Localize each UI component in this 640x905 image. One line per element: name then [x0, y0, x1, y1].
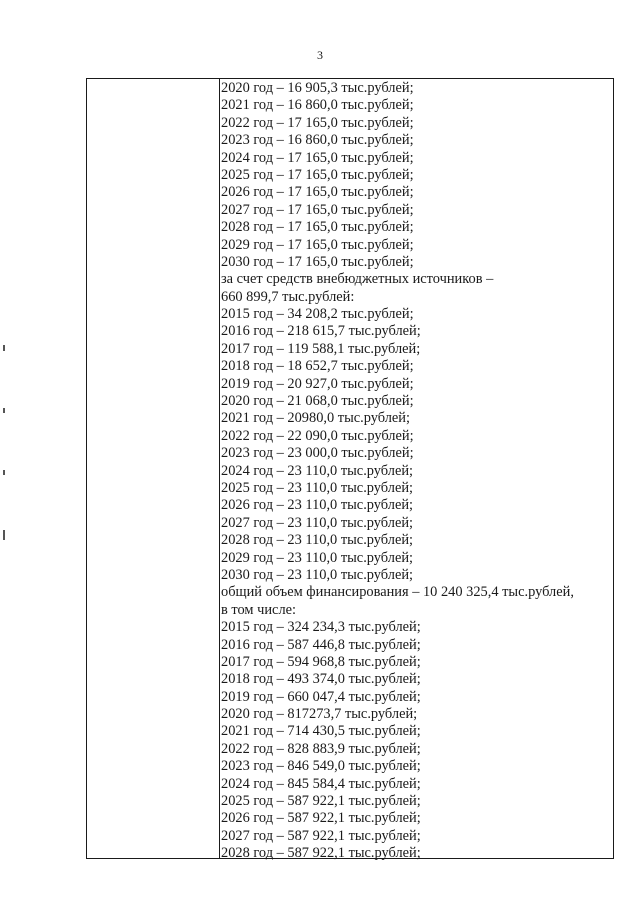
scan-mark [3, 345, 5, 351]
financing-line: 2017 год – 594 968,8 тыс.рублей; [221, 653, 421, 670]
financing-line: 2023 год – 16 860,0 тыс.рублей; [221, 132, 414, 149]
financing-text-cell [221, 80, 609, 863]
financing-line: 2016 год – 587 446,8 тыс.рублей; [221, 636, 421, 653]
financing-line: 2020 год – 817273,7 тыс.рублей; [221, 706, 418, 723]
financing-line: 2027 год – 23 110,0 тыс.рублей; [221, 514, 414, 531]
financing-line: 2017 год – 119 588,1 тыс.рублей; [221, 340, 421, 357]
financing-line: 2024 год – 17 165,0 тыс.рублей; [221, 149, 414, 166]
financing-line: 2021 год – 20980,0 тыс.рублей; [221, 410, 410, 427]
financing-line: 2018 год – 493 374,0 тыс.рублей; [221, 671, 421, 688]
financing-line: 2028 год – 23 110,0 тыс.рублей; [221, 532, 414, 549]
financing-line: 2027 год – 17 165,0 тыс.рублей; [221, 201, 414, 218]
financing-line: 2023 год – 23 000,0 тыс.рублей; [221, 445, 414, 462]
scan-mark [3, 530, 5, 540]
financing-line: 2015 год – 324 234,3 тыс.рублей; [221, 619, 421, 636]
financing-line: 2015 год – 34 208,2 тыс.рублей; [221, 306, 414, 323]
financing-line: 2028 год – 587 922,1 тыс.рублей; [221, 845, 421, 862]
financing-line: 2019 год – 20 927,0 тыс.рублей; [221, 375, 414, 392]
financing-line: 2020 год – 21 068,0 тыс.рублей; [221, 393, 414, 410]
financing-line: 2023 год – 846 549,0 тыс.рублей; [221, 758, 421, 775]
financing-line: 2024 год – 23 110,0 тыс.рублей; [221, 462, 414, 479]
financing-line: 2028 год – 17 165,0 тыс.рублей; [221, 219, 414, 236]
financing-line: 2019 год – 660 047,4 тыс.рублей; [221, 688, 421, 705]
financing-line: 2026 год – 17 165,0 тыс.рублей; [221, 184, 414, 201]
financing-line: 2018 год – 18 652,7 тыс.рублей; [221, 358, 414, 375]
financing-line: общий объем финансирования – 10 240 325,4 тыс.рублей, [221, 584, 574, 601]
financing-line: 2022 год – 828 883,9 тыс.рублей; [221, 740, 421, 757]
financing-line: 2024 год – 845 584,4 тыс.рублей; [221, 775, 421, 792]
financing-line: 2021 год – 16 860,0 тыс.рублей; [221, 97, 414, 114]
financing-line: 2025 год – 23 110,0 тыс.рублей; [221, 479, 414, 496]
financing-line: 660 899,7 тыс.рублей: [221, 288, 355, 305]
financing-line: 2016 год – 218 615,7 тыс.рублей; [221, 323, 421, 340]
scan-mark [3, 470, 5, 475]
financing-line: 2022 год – 22 090,0 тыс.рублей; [221, 427, 414, 444]
financing-line: 2026 год – 23 110,0 тыс.рублей; [221, 497, 414, 514]
financing-line: 2030 год – 23 110,0 тыс.рублей; [221, 566, 414, 583]
financing-line: за счет средств внебюджетных источников – [221, 271, 494, 288]
financing-line: 2021 год – 714 430,5 тыс.рублей; [221, 723, 421, 740]
financing-line: 2025 год – 17 165,0 тыс.рублей; [221, 166, 414, 183]
financing-line: в том числе: [221, 601, 297, 618]
page-number: 3 [317, 48, 323, 62]
financing-line: 2020 год – 16 905,3 тыс.рублей; [221, 80, 414, 96]
financing-line: 2027 год – 587 922,1 тыс.рублей; [221, 827, 421, 844]
financing-line: 2029 год – 17 165,0 тыс.рублей; [221, 236, 414, 253]
financing-table [86, 78, 614, 862]
financing-line: 2026 год – 587 922,1 тыс.рублей; [221, 810, 421, 827]
column-divider [219, 79, 220, 858]
financing-line: 2029 год – 23 110,0 тыс.рублей; [221, 549, 414, 566]
financing-line: 2025 год – 587 922,1 тыс.рублей; [221, 793, 421, 810]
financing-line: 2022 год – 17 165,0 тыс.рублей; [221, 114, 414, 131]
financing-line: 2030 год – 17 165,0 тыс.рублей; [221, 253, 414, 270]
scan-mark [3, 408, 5, 413]
